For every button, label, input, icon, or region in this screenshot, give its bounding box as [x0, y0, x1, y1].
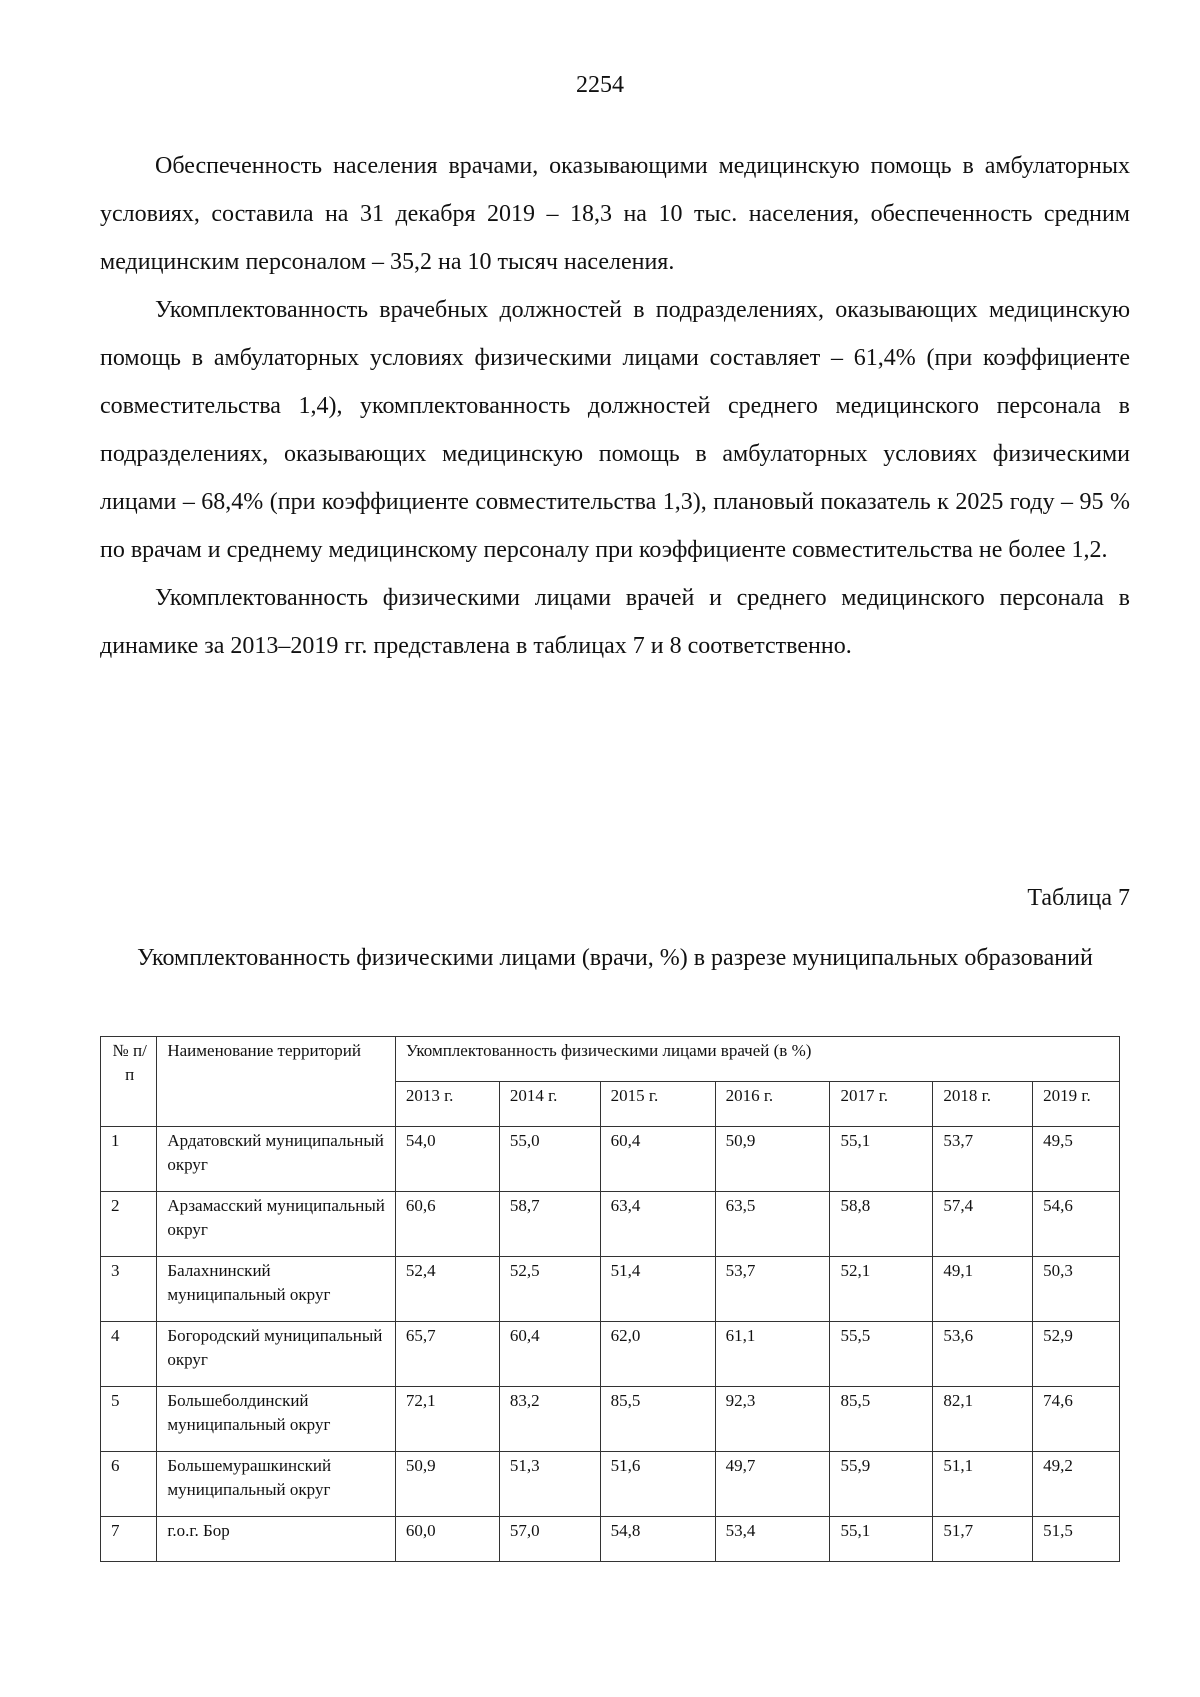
row-num: 5: [101, 1387, 157, 1452]
row-name: Богородский муниципальный округ: [157, 1322, 395, 1387]
table-row: [101, 1452, 1120, 1517]
cell-value: 51,1: [933, 1452, 1033, 1517]
cell-value: 58,7: [499, 1192, 600, 1257]
row-name: Балахнинский муниципальный округ: [157, 1257, 395, 1322]
cell-value: 52,5: [499, 1257, 600, 1322]
cell-value: 49,2: [1033, 1452, 1120, 1517]
cell-value: 62,0: [600, 1322, 715, 1387]
cell-value: 57,4: [933, 1192, 1033, 1257]
cell-value: 54,6: [1033, 1192, 1120, 1257]
cell-value: 85,5: [830, 1387, 933, 1452]
cell-value: 51,4: [600, 1257, 715, 1322]
page-number: 2254: [576, 72, 624, 98]
cell-value: 52,1: [830, 1257, 933, 1322]
row-num: 1: [101, 1127, 157, 1192]
cell-value: 60,4: [499, 1322, 600, 1387]
table-row: [101, 1127, 1120, 1192]
row-num: 6: [101, 1452, 157, 1517]
cell-value: 55,0: [499, 1127, 600, 1192]
staffing-table: [100, 1036, 1120, 1562]
cell-value: 55,1: [830, 1127, 933, 1192]
header-year: 2015 г.: [600, 1082, 715, 1127]
cell-value: 49,5: [1033, 1127, 1120, 1192]
table-row: [101, 1387, 1120, 1452]
cell-value: 51,5: [1033, 1517, 1120, 1562]
table-row: [101, 1192, 1120, 1257]
table-title: Укомплектованность физическими лицами (врачи, %) в разрезе муниципальных образований: [137, 945, 1093, 971]
table-label: Таблица 7: [1027, 885, 1130, 911]
header-year: 2014 г.: [499, 1082, 600, 1127]
row-name: Большеболдинский муниципальный округ: [157, 1387, 395, 1452]
cell-value: 85,5: [600, 1387, 715, 1452]
header-group: Укомплектованность физическими лицами врачей (в %): [395, 1037, 1119, 1082]
cell-value: 51,7: [933, 1517, 1033, 1562]
cell-value: 51,6: [600, 1452, 715, 1517]
table-row: [101, 1322, 1120, 1387]
cell-value: 51,3: [499, 1452, 600, 1517]
cell-value: 50,9: [715, 1127, 830, 1192]
cell-value: 52,4: [395, 1257, 499, 1322]
cell-value: 49,7: [715, 1452, 830, 1517]
cell-value: 55,5: [830, 1322, 933, 1387]
cell-value: 55,9: [830, 1452, 933, 1517]
row-num: 3: [101, 1257, 157, 1322]
cell-value: 55,1: [830, 1517, 933, 1562]
cell-value: 82,1: [933, 1387, 1033, 1452]
cell-value: 49,1: [933, 1257, 1033, 1322]
paragraph-staffing: Укомплектованность врачебных должностей в подразделениях, оказывающих медицинскую помощь в амбулаторных условиях физическими лицами составляет – 61,4% (при коэффициенте совместительства 1,4), укомплектованность должностей среднего медицинского персонала в подразделениях, оказывающих медицинскую помощь в амбулаторных условиях физическими лицами – 68,4% (при коэффициенте совместительства 1,3), плановый показатель к 2025 году – 95 % по врачам и среднему медицинскому персоналу при коэффициенте совместительства не более 1,2.: [100, 297, 1130, 563]
row-name: Арзамасский муниципальный округ: [157, 1192, 395, 1257]
cell-value: 53,4: [715, 1517, 830, 1562]
row-num: 2: [101, 1192, 157, 1257]
header-year: 2019 г.: [1033, 1082, 1120, 1127]
cell-value: 54,8: [600, 1517, 715, 1562]
cell-value: 60,0: [395, 1517, 499, 1562]
cell-value: 52,9: [1033, 1322, 1120, 1387]
body-text: [100, 142, 1130, 670]
table-row: [101, 1257, 1120, 1322]
row-num: 4: [101, 1322, 157, 1387]
row-name: Большемурашкинский муниципальный округ: [157, 1452, 395, 1517]
cell-value: 57,0: [499, 1517, 600, 1562]
row-num: 7: [101, 1517, 157, 1562]
cell-value: 83,2: [499, 1387, 600, 1452]
row-name: Ардатовский муниципальный округ: [157, 1127, 395, 1192]
table-row: [101, 1517, 1120, 1562]
cell-value: 50,3: [1033, 1257, 1120, 1322]
cell-value: 65,7: [395, 1322, 499, 1387]
header-year: 2018 г.: [933, 1082, 1033, 1127]
cell-value: 60,4: [600, 1127, 715, 1192]
header-name: Наименование территорий: [157, 1037, 395, 1127]
cell-value: 58,8: [830, 1192, 933, 1257]
cell-value: 50,9: [395, 1452, 499, 1517]
row-name: г.о.г. Бор: [157, 1517, 395, 1562]
cell-value: 92,3: [715, 1387, 830, 1452]
cell-value: 53,6: [933, 1322, 1033, 1387]
header-year: 2013 г.: [395, 1082, 499, 1127]
cell-value: 60,6: [395, 1192, 499, 1257]
cell-value: 54,0: [395, 1127, 499, 1192]
cell-value: 63,5: [715, 1192, 830, 1257]
header-num: № п/п: [101, 1037, 157, 1127]
cell-value: 61,1: [715, 1322, 830, 1387]
cell-value: 53,7: [715, 1257, 830, 1322]
header-year: 2017 г.: [830, 1082, 933, 1127]
cell-value: 63,4: [600, 1192, 715, 1257]
paragraph-doctors-supply: Обеспеченность населения врачами, оказывающими медицинскую помощь в амбулаторных условиях, составила на 31 декабря 2019 – 18,3 на 10 тыс. населения, обеспеченность средним медицинским персоналом – 35,2 на 10 тысяч населения.: [100, 153, 1130, 275]
cell-value: 72,1: [395, 1387, 499, 1452]
header-year: 2016 г.: [715, 1082, 830, 1127]
paragraph-dynamics: Укомплектованность физическими лицами врачей и среднего медицинского персонала в динамике за 2013–2019 гг. представлена в таблицах 7 и 8 соответственно.: [100, 585, 1130, 659]
cell-value: 53,7: [933, 1127, 1033, 1192]
cell-value: 74,6: [1033, 1387, 1120, 1452]
